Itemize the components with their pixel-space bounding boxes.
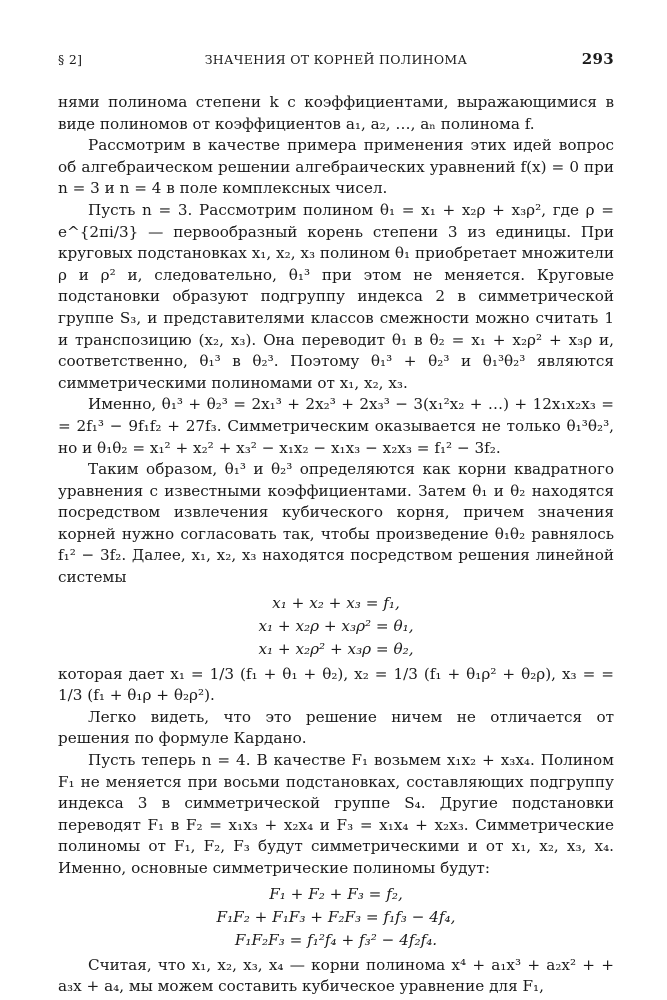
paragraph-8: Пусть теперь n = 4. В качестве F₁ возьмем x₁x₂ + x₃x₄. Полином F₁ не меняется при восьми подстановках, составляющих подгруппу индекса 3 в симметрической группе S₄. Другие подстановки переводят F₁ в F₂ = x₁x₃ + x₂x₄ и F₃ = x₁x₄ + x₂x₃. Симметрические полиномы от F₁, F₂, F₃ будут симметрическими и от x₁, x₂, x₃, x₄. Именно, основные симметрические полиномы будут: (58, 751, 614, 877)
equation-line: x₁ + x₂ + x₃ = f₁, (272, 593, 400, 612)
paragraph-9: Считая, что x₁, x₂, x₃, x₄ — корни полинома x⁴ + a₁x³ + a₂x² + + a₃x + a₄, мы можем составить кубическое уравнение для F₁, (58, 955, 614, 996)
paragraph-4: Именно, θ₁³ + θ₂³ = 2x₁³ + 2x₂³ + 2x₃³ − 3(x₁²x₂ + …) + 12x₁x₂x₃ = = 2f₁³ − 9f₁f₂ + 27f₃. Симметрическим оказывается не только θ₁³θ₂³, но и θ₁θ₂ = x₁² + x₂² + x₃² − x₁x₂ − x₁x₃ − x₂x₃ = f₁² − 3f₂. (58, 395, 614, 457)
section-mark: § 2] (58, 52, 83, 67)
equation-line: x₁ + x₂ρ² + x₃ρ = θ₂, (258, 639, 414, 658)
page-number: 293 (581, 50, 614, 68)
paragraph-3: Пусть n = 3. Рассмотрим полином θ₁ = x₁ + x₂ρ + x₃ρ², где ρ = e^{2πi/3} — первообразный корень степени 3 из единицы. При круговых подстановках x₁, x₂, x₃ полином θ₁ приобретает множители ρ и ρ² и, следовательно, θ₁³ при этом не меняется. Круговые подстановки образуют подгруппу индекса 2 в симметрической группе S₃, и представителями классов смежности можно считать 1 и транспозицию (x₂, x₃). Она переводит θ₁ в θ₂ = x₁ + x₂ρ² + x₃ρ и, соответственно, θ₁³ в θ₂³. Поэтому θ₁³ + θ₂³ и θ₁³θ₂³ являются симметрическими полиномами от x₁, x₂, x₃. (58, 200, 614, 392)
page-body (58, 92, 614, 998)
equation-line: F₁F₂ + F₁F₃ + F₂F₃ = f₁f₃ − 4f₄, (216, 907, 456, 926)
equation-line: x₁ + x₂ρ + x₃ρ² = θ₁, (258, 616, 414, 635)
paragraph-6: которая дает x₁ = 1/3 (f₁ + θ₁ + θ₂), x₂ = 1/3 (f₁ + θ₁ρ² + θ₂ρ), x₃ = = 1/3 (f₁ + θ₁ρ + θ₂ρ²). (58, 664, 614, 705)
chapter-title: ЗНАЧЕНИЯ ОТ КОРНЕЙ ПОЛИНОМА (204, 52, 468, 67)
symmetric-system (58, 883, 614, 952)
paragraph-1: нями полинома степени k с коэффициентами, выражающимися в виде полиномов от коэффициентов a₁, a₂, …, aₙ полинома f. (58, 93, 614, 133)
paragraph-2: Рассмотрим в качестве примера применения этих идей вопрос об алгебраическом решении алгебраических уравнений f(x) = 0 при n = 3 и n = 4 в поле комплексных чисел. (58, 136, 614, 198)
running-header (58, 50, 614, 72)
equation-line: F₁ + F₂ + F₃ = f₂, (269, 884, 403, 903)
paragraph-5: Таким образом, θ₁³ и θ₂³ определяются как корни квадратного уравнения с известными коэффициентами. Затем θ₁ и θ₂ находятся посредством извлечения кубического корня, причем значения корней нужно согласовать так, чтобы произведение θ₁θ₂ равнялось f₁² − 3f₂. Далее, x₁, x₂, x₃ находятся посредством решения линейной системы (58, 460, 614, 587)
equation-line: F₁F₂F₃ = f₁²f₄ + f₃² − 4f₂f₄. (234, 930, 438, 949)
linear-system (58, 592, 614, 661)
paragraph-7: Легко видеть, что это решение ничем не отличается от решения по формуле Кардано. (58, 707, 614, 748)
